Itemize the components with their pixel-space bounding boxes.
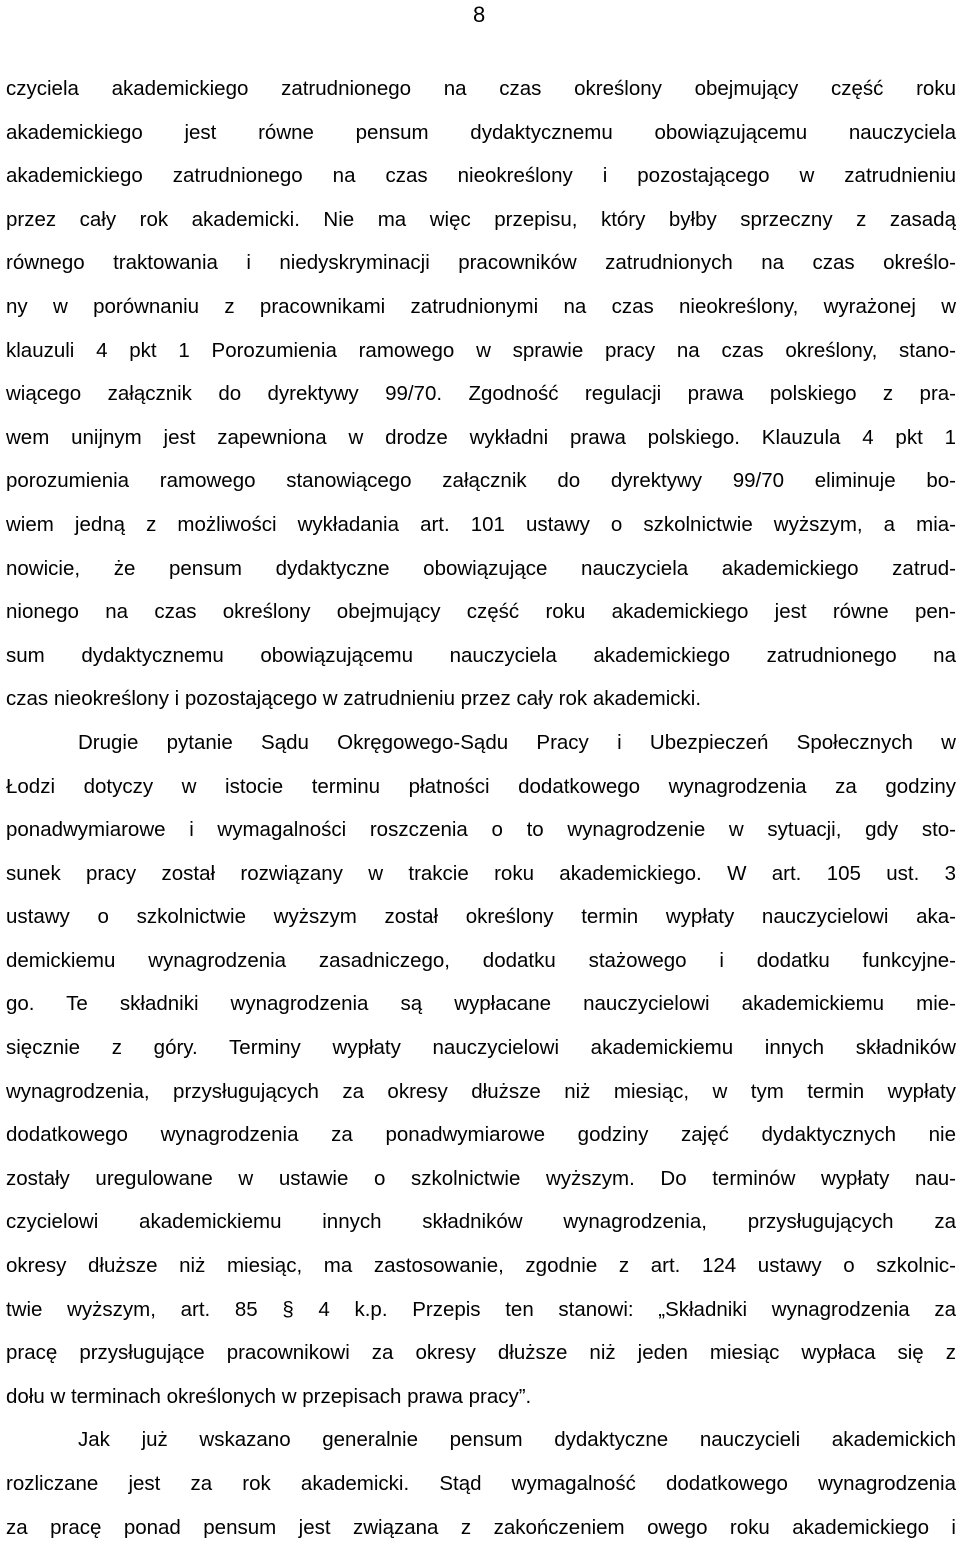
text-line: sięcznie z góry. Terminy wypłaty nauczycielowi akademickiemu innych składników (6, 1036, 956, 1060)
text-line: Jak już wskazano generalnie pensum dydaktyczne nauczycieli akademickich (78, 1428, 956, 1452)
text-line: dodatkowego wynagrodzenia za ponadwymiarowe godziny zajęć dydaktycznych nie (6, 1123, 956, 1147)
text-line: ustawy o szkolnictwie wyższym został określony termin wypłaty nauczycielowi aka- (6, 905, 956, 929)
text-line: wynagrodzenia, przysługujących za okresy dłuższe niż miesiąc, w tym termin wypłaty (6, 1079, 956, 1103)
text-line: nowicie, że pensum dydaktyczne obowiązujące nauczyciela akademickiego zatrud- (6, 556, 956, 580)
text-line: nionego na czas określony obejmujący część roku akademickiego jest równe pen- (6, 600, 956, 624)
text-line: dołu w terminach określonych w przepisach prawa pracy”. (6, 1384, 532, 1408)
text-line: go. Te składniki wynagrodzenia są wypłacane nauczycielowi akademickiemu mie- (6, 992, 956, 1016)
text-line: akademickiego jest równe pensum dydaktycznemu obowiązującemu nauczyciela (6, 120, 956, 144)
text-line: wiem jedną z możliwości wykładania art. 101 ustawy o szkolnictwie wyższym, a mia- (6, 512, 956, 536)
text-line: okresy dłuższe niż miesiąc, ma zastosowanie, zgodnie z art. 124 ustawy o szkolnic- (6, 1254, 956, 1278)
text-line: czyciela akademickiego zatrudnionego na czas określony obejmujący część roku (6, 77, 956, 100)
text-line: ponadwymiarowe i wymagalności roszczenia o to wynagrodzenie w sytuacji, gdy sto- (6, 818, 956, 842)
text-line: Drugie pytanie Sądu Okręgowego-Sądu Pracy i Ubezpieczeń Społecznych w (78, 730, 956, 754)
text-line: czas nieokreślony i pozostającego w zatrudnieniu przez cały rok akademicki. (6, 687, 702, 711)
text-line: Łodzi dotyczy w istocie terminu płatności dodatkowego wynagrodzenia za godziny (6, 774, 956, 798)
text-line: ny w porównaniu z pracownikami zatrudnionymi na czas nieokreślony, wyrażonej w (6, 294, 956, 318)
text-line: sunek pracy został rozwiązany w trakcie roku akademickiego. W art. 105 ust. 3 (6, 861, 956, 885)
text-line: za pracę ponad pensum jest związana z zakończeniem owego roku akademickiego i (6, 1515, 956, 1539)
body-text (6, 67, 956, 1549)
text-line: demickiemu wynagrodzenia zasadniczego, dodatku stażowego i dodatku funkcyjne- (6, 948, 956, 972)
text-line: sum dydaktycznemu obowiązującemu nauczyciela akademickiego zatrudnionego na (6, 643, 956, 667)
text-line: rozliczane jest za rok akademicki. Stąd wymagalność dodatkowego wynagrodzenia (6, 1472, 956, 1495)
text-line: twie wyższym, art. 85 § 4 k.p. Przepis ten stanowi: „Składniki wynagrodzenia za (6, 1297, 956, 1321)
text-line: wem unijnym jest zapewniona w drodze wykładni prawa polskiego. Klauzula 4 pkt 1 (6, 425, 956, 449)
text-line: porozumienia ramowego stanowiącego załącznik do dyrektywy 99/70 eliminuje bo- (6, 469, 956, 493)
text-line: pracę przysługujące pracownikowi za okresy dłuższe niż jeden miesiąc wypłaca się z (6, 1341, 956, 1365)
text-line: czycielowi akademickiemu innych składników wynagrodzenia, przysługujących za (6, 1210, 956, 1234)
page-number: 8 (473, 2, 486, 27)
text-line: równego traktowania i niedyskryminacji pracowników zatrudnionych na czas określo- (6, 251, 956, 275)
text-line: akademickiego zatrudnionego na czas nieokreślony i pozostającego w zatrudnieniu (6, 164, 956, 188)
text-line: przez cały rok akademicki. Nie ma więc przepisu, który byłby sprzeczny z zasadą (6, 207, 956, 231)
text-line: zostały uregulowane w ustawie o szkolnictwie wyższym. Do terminów wypłaty nau- (6, 1166, 956, 1190)
text-line: klauzuli 4 pkt 1 Porozumienia ramowego w sprawie pracy na czas określony, stano- (6, 338, 956, 362)
text-line: wiącego załącznik do dyrektywy 99/70. Zgodność regulacji prawa polskiego z pra- (6, 382, 956, 406)
